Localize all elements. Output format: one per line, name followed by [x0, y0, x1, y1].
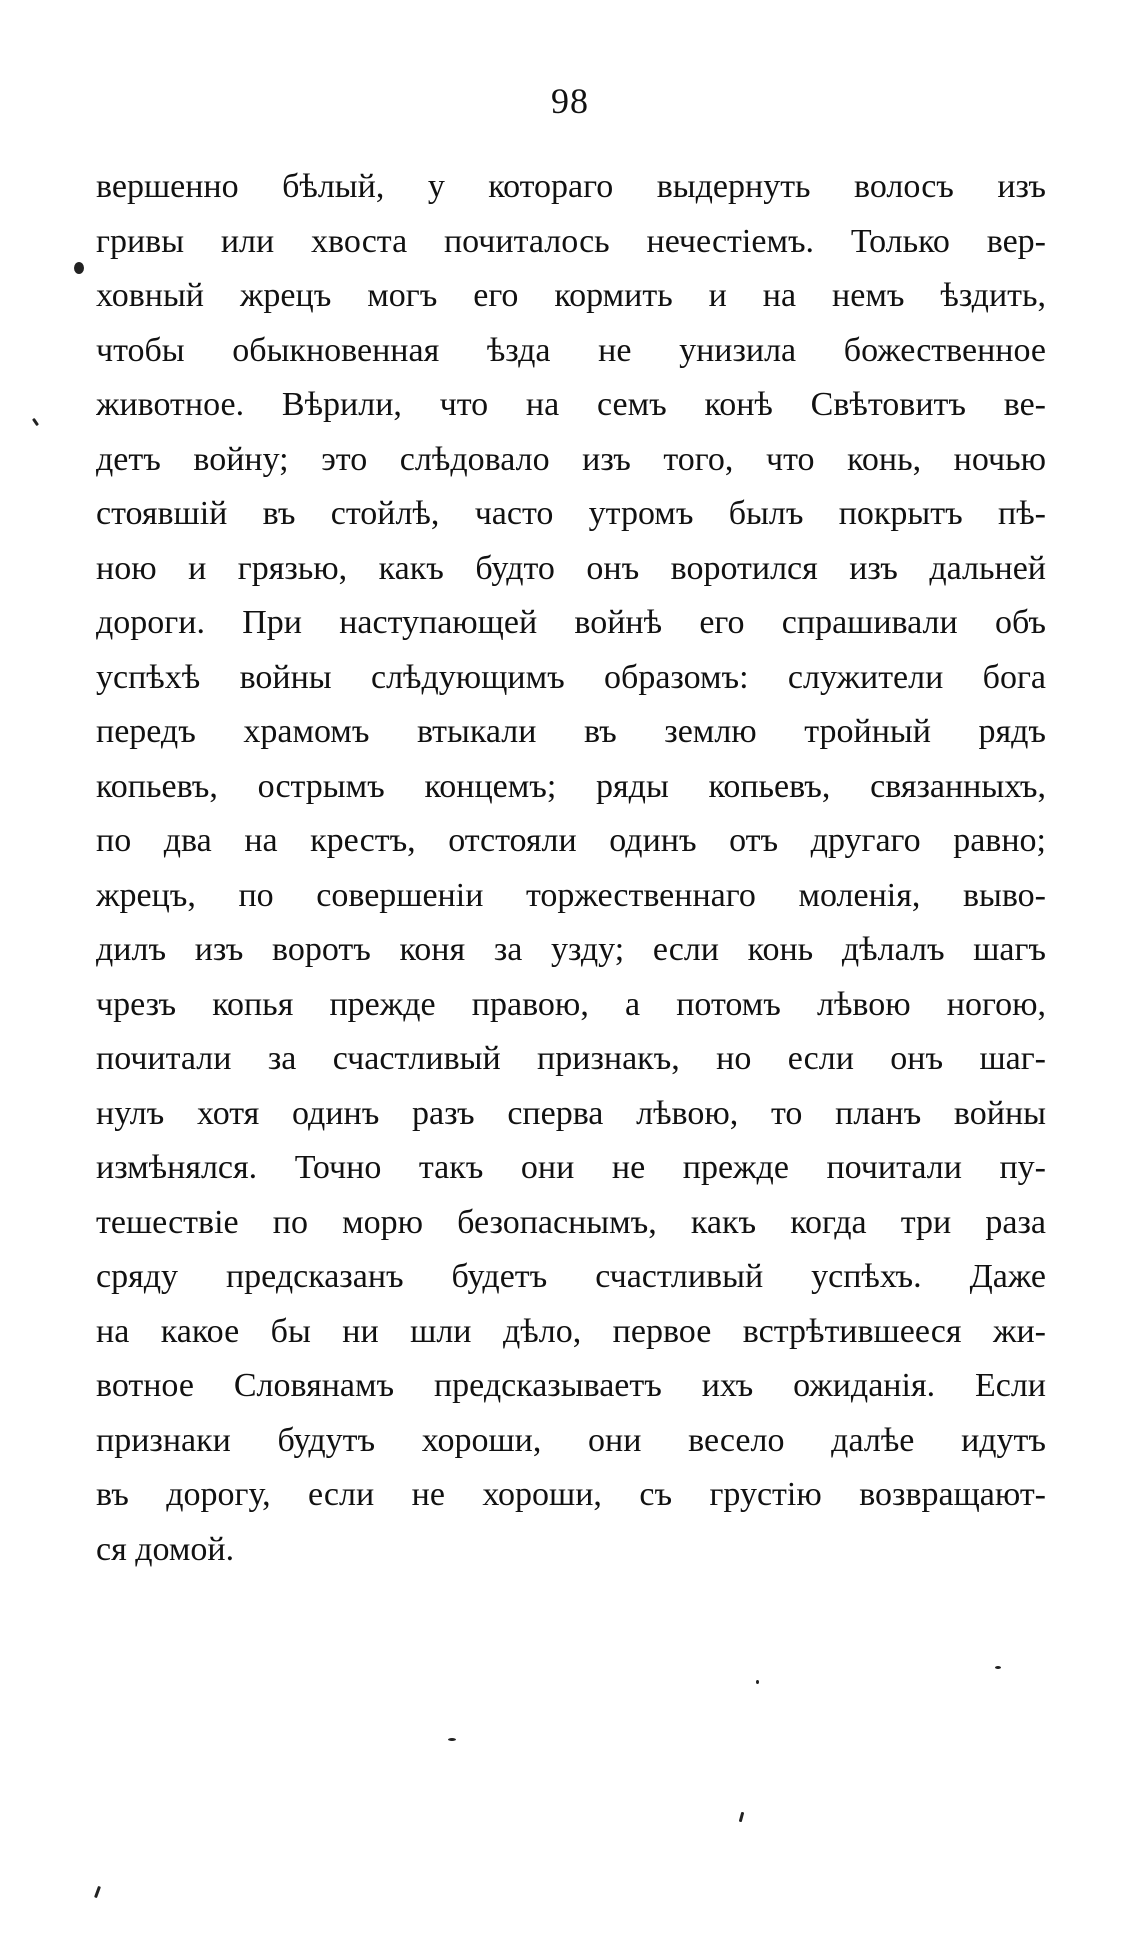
- text-line: ховный жрецъ могъ его кормить и на немъ ѣздить,: [96, 277, 1046, 314]
- text-line: стоявшій въ стойлѣ, часто утромъ былъ покрытъ пѣ-: [96, 495, 1046, 532]
- scan-speck: [756, 1680, 759, 1684]
- text-line: детъ войну; это слѣдовало изъ того, что конь, ночью: [96, 440, 1046, 478]
- text-line: животное. Вѣрили, что на семъ конѣ Свѣтовитъ ве-: [96, 386, 1046, 423]
- text-line: гривы или хвоста почиталось нечестіемъ. Только вер-: [96, 222, 1046, 260]
- text-line: успѣхѣ войны слѣдующимъ образомъ: служители бога: [96, 658, 1046, 696]
- text-line: жрецъ, по совершеніи торжественнаго моленія, выво-: [96, 876, 1046, 914]
- scan-speck: [995, 1666, 1001, 1669]
- text-line: вотное Словянамъ предсказываетъ ихъ ожиданія. Если: [96, 1367, 1046, 1404]
- text-line: на какое бы ни шли дѣло, первое встрѣтившееся жи-: [96, 1312, 1046, 1350]
- text-line: чтобы обыкновенная ѣзда не унизила божественное: [96, 331, 1046, 369]
- text-line: вершенно бѣлый, у котораго выдернуть волосъ изъ: [96, 168, 1046, 205]
- text-line: ся домой.: [96, 1530, 235, 1568]
- text-line: нулъ хотя одинъ разъ сперва лѣвою, то планъ войны: [96, 1094, 1046, 1132]
- scan-speck: [32, 418, 39, 426]
- scan-speck: [74, 262, 84, 274]
- text-line: измѣнялся. Точно такъ они не прежде почитали пу-: [96, 1149, 1046, 1186]
- text-line: почитали за счастливый признакъ, но если онъ шаг-: [96, 1040, 1046, 1077]
- text-line: передъ храмомъ втыкали въ землю тройный рядъ: [96, 713, 1046, 750]
- scan-speck: [739, 1812, 744, 1822]
- text-line: признаки будутъ хороши, они весело далѣе идутъ: [96, 1421, 1046, 1459]
- text-line: сряду предсказанъ будетъ счастливый успѣхъ. Даже: [96, 1258, 1046, 1295]
- text-line: дороги. При наступающей войнѣ его спрашивали объ: [96, 604, 1046, 641]
- text-line: копьевъ, острымъ концемъ; ряды копьевъ, связанныхъ,: [96, 767, 1046, 805]
- page-number: 98: [551, 81, 589, 121]
- text-line: дилъ изъ воротъ коня за узду; если конь дѣлалъ шагъ: [96, 931, 1046, 968]
- text-line: ною и грязью, какъ будто онъ воротился изъ дальней: [96, 549, 1046, 587]
- text-line: чрезъ копья прежде правою, а потомъ лѣвою ногою,: [96, 985, 1046, 1023]
- text-line: тешествіе по морю безопаснымъ, какъ когда три раза: [96, 1203, 1046, 1241]
- scan-speck: [448, 1738, 456, 1741]
- scan-speck: [94, 1886, 101, 1898]
- body-text: [96, 160, 1046, 1577]
- text-line: въ дорогу, если не хороши, съ грустію возвращают-: [96, 1476, 1046, 1513]
- text-line: по два на крестъ, отстояли одинъ отъ другаго равно;: [96, 822, 1046, 859]
